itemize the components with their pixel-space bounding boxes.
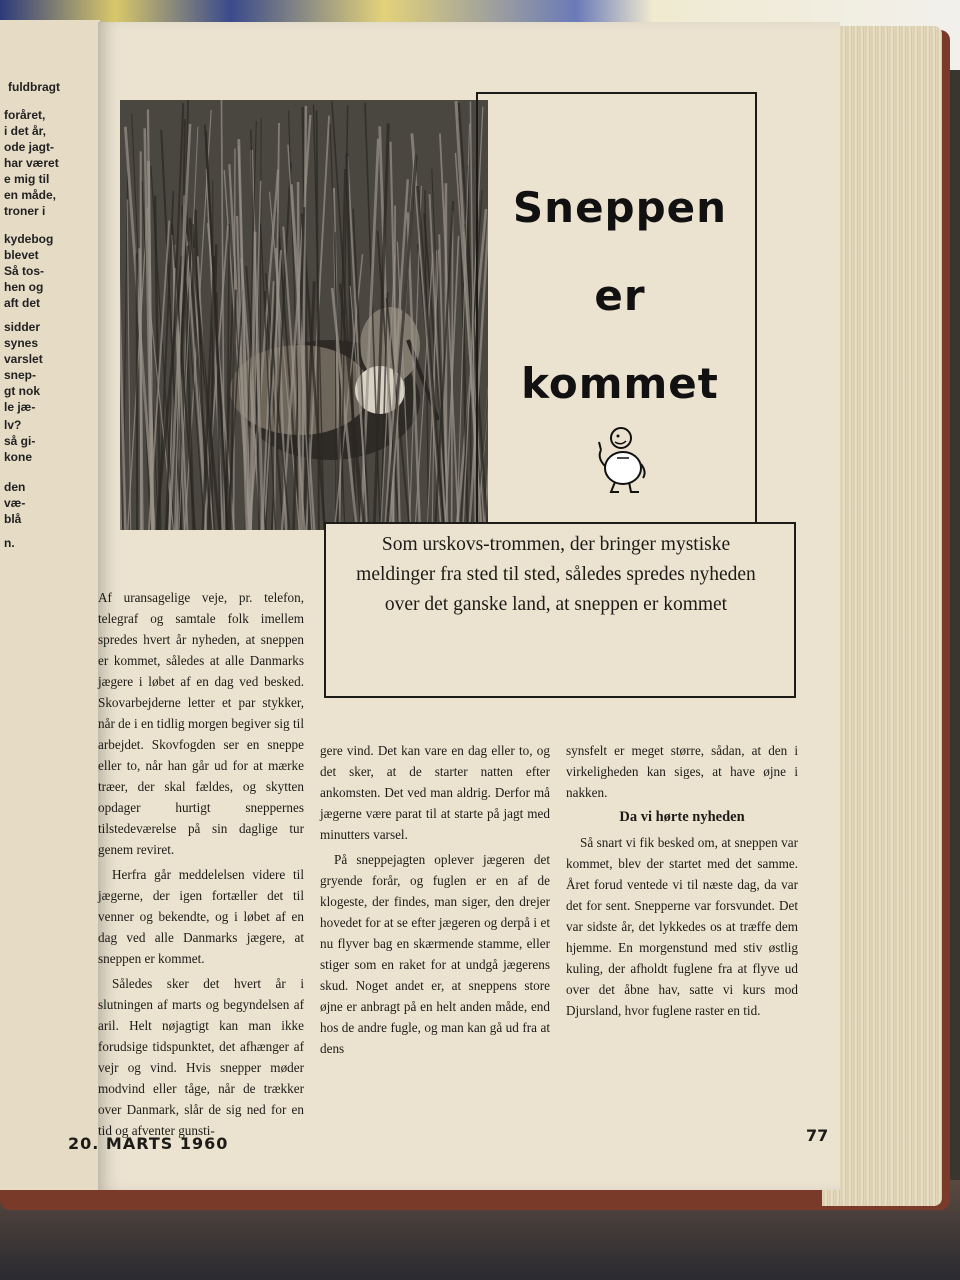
left-page-fragment: n. [4,536,15,550]
left-page-fragment: sidder [4,320,41,334]
left-page-fragment: fuldbragt [8,80,60,94]
left-page-fragment: har været [4,156,59,170]
left-page-fragment: le jæ- [4,400,36,414]
column1-paragraph-3: Således sker det hvert år i slutningen af marts og begyndelsen af aril. Helt nøjagtigt kan man ikke forudsige tidspunktet, det afhænger af vejr og vind. Hvis snepper møder modvind eller tåge, når de trækker over Danmark, slår de sig ned for en tid og afventer gunsti- [98,976,304,1138]
column3-lead: synsfelt er meget større, sådan, at den i virkeligheden kan siges, at have øjne i nakken. [566,743,798,800]
left-page-fragment: e mig til [4,172,50,186]
left-page-fragment: i det år, [4,124,47,138]
left-page-fragment: en måde, [4,188,57,202]
left-page [0,20,102,1190]
headline-line-3: kommet [521,359,719,408]
article-column-2 [320,740,550,1063]
article-column-1 [98,587,304,1145]
left-page-fragment: så gi- [4,434,36,448]
left-page-fragment: hen og [4,280,44,294]
left-page-fragment: snep- [4,368,37,382]
left-page-fragment: den [4,480,26,494]
issue-date: 20. MARTS 1960 [68,1134,229,1153]
left-page-fragment: foråret, [4,108,46,122]
column1-paragraph-2: Herfra går meddelelsen videre til jægerne, der igen fortæller det til venner og bekendte, og i løbet af en dag ved alle Danmarks jægere, at sneppen er kommet. [98,867,304,966]
left-page-fragment: varslet [4,352,43,366]
snipe-photo [120,100,488,530]
headline-line-2: er [594,271,646,320]
mascot-illustration [593,422,653,497]
left-page-fragment: ode jagt- [4,140,54,154]
left-page-fragment: aft det [4,296,40,310]
left-page-fragment: lv? [4,418,22,432]
page-number: 77 [806,1126,829,1145]
column1-paragraph-1: Af uransagelige veje, pr. telefon, telegraf og samtale folk imellem spredes hvert år nyheden, at sneppen er kommet, således at alle Danmarks jægere i løbet af en dag ved besked. Skovarbejderne letter et par stykker, når de i en tidlig morgen begiver sig til arbejdet. Skovfogden ser en sneppe eller to, når han går ud for at mærke træer, der skal fældes, og skytten opdager hurtigt sneppernes tilstedeværelse på sin daglige tur genem reviret. [98,590,304,857]
left-page-fragment: synes [4,336,39,350]
intro-text: Som urskovs-trommen, der bringer mystiske meldinger fra sted til sted, således spredes nyheden over det ganske land, at sneppen er kommet [356,534,756,615]
left-page-fragment: kone [4,450,33,464]
magazine-page [68,22,840,1190]
left-page-fragment: Så tos- [4,264,45,278]
headline [490,164,750,428]
left-page-fragment: gt nok [4,384,40,398]
left-page-fragment: blevet [4,248,39,262]
headline-line-1: Sneppen [512,183,728,232]
column2-paragraph-2: På sneppejagten oplever jægeren det gryende forår, og fuglen er en af de klogeste, der findes, man siger, den drejer hovedet for at se efter jægeren og derpå i et nu flyver bag en skærmende stamme, eller stiger som en raket for at undgå jægerens skud. Noget andet er, at sneppens store øjne er anbragt på en helt anden måde, end hos de andre fugle, og man kan gå ud fra at dens [320,852,550,1056]
left-page-fragment: blå [4,512,22,526]
column3-body: Så snart vi fik besked om, at sneppen var kommet, blev der startet med det samme. Året forud ventede vi til næste dag, da var det for sent. Snepperne var forsvundet. Det var sidste år, det lykkedes os at træffe dem hjemme. En morgenstund med stiv østlig kuling, der afholdt fuglene fra at flyve ud over det åbne hav, satte vi kurs mod Djursland, hvor fuglene raster en tid. [566,835,798,1018]
page-edges [822,26,942,1206]
article-column-3 [566,740,798,1025]
left-page-fragment: kydebog [4,232,54,246]
column2-paragraph-1: gere vind. Det kan vare en dag eller to, og det sker, at de starter natten efter ankomsten. Det ved man aldrig. Derfor må jægerne være parat til at starte på jagt med minutters varsel. [320,743,550,842]
column3-subheading: Da vi hørte nyheden [619,809,745,825]
left-page-fragment: væ- [4,496,26,510]
left-page-fragment: troner i [4,204,46,218]
